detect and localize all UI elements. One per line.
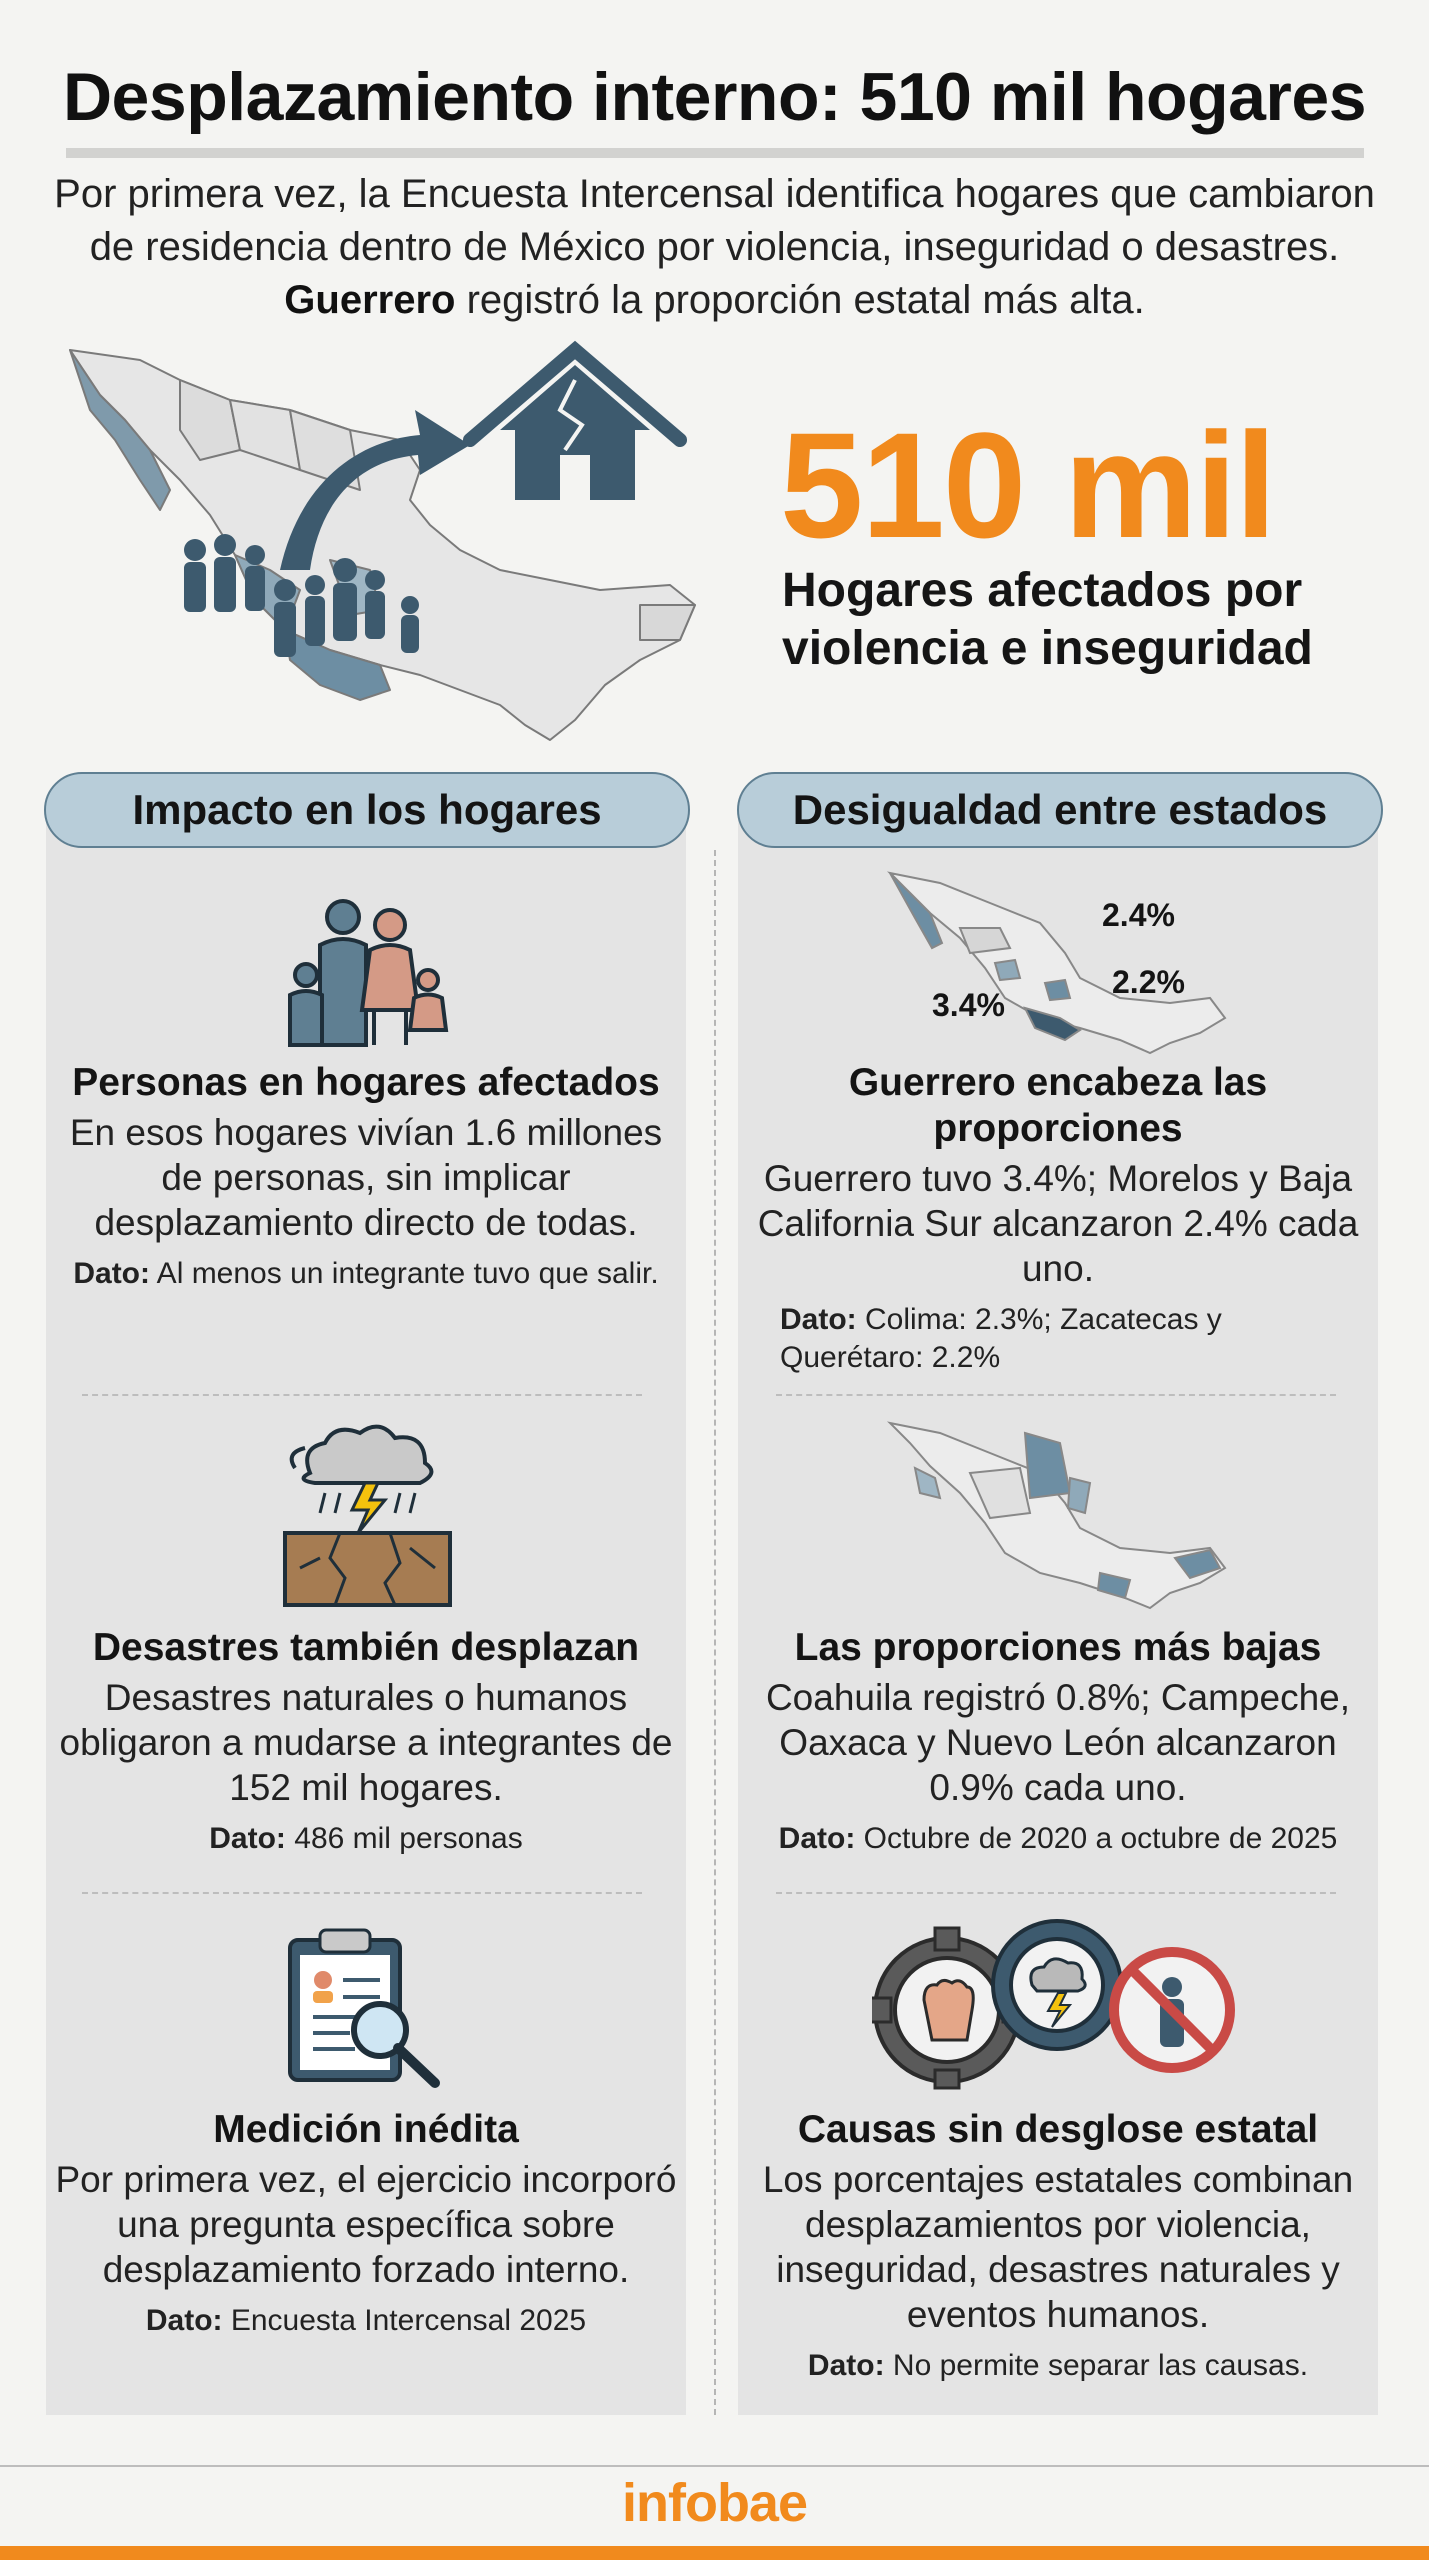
mexico-displacement-illustration (30, 340, 730, 750)
causes-gears-icon (872, 1915, 1242, 2090)
infobae-logo: infobae (621, 2473, 807, 2533)
fact-label: Dato: (778, 1822, 856, 1855)
intro-bold: Guerrero (284, 278, 456, 322)
card-fact (738, 1820, 1378, 1858)
column-divider (714, 850, 716, 2415)
card-causas (738, 2107, 1378, 2385)
card-guerrero (738, 1060, 1378, 1377)
state-map-top (880, 868, 1230, 1058)
right-column-title: Desigualdad entre estados (737, 772, 1383, 848)
card-separator (82, 1394, 642, 1396)
card-body: Los porcentajes estatales combinan desplazamientos por violencia, inseguridad, desastres naturales y eventos humanos. (762, 2159, 1354, 2335)
card-fact (46, 1255, 686, 1293)
storm-earthquake-icon (280, 1418, 455, 1608)
fact-label: Dato: (780, 1303, 857, 1336)
card-title: Causas sin desglose estatal (797, 2108, 1319, 2151)
map-label-c: 3.4% (932, 987, 1005, 1023)
card-title: Las proporciones más bajas (794, 1626, 1322, 1669)
card-body: Por primera vez, el ejercicio incorporó una pregunta específica sobre desplazamiento forzado interno. (55, 2159, 677, 2290)
card-separator (776, 1394, 1336, 1396)
map-label-b: 2.2% (1112, 964, 1185, 1000)
fact-text: Encuesta Intercensal 2025 (222, 2304, 587, 2337)
left-column-title: Impacto en los hogares (44, 772, 690, 848)
card-body: Desastres naturales o humanos obligaron a mudarse a integrantes de 152 mil hogares. (59, 1677, 673, 1808)
fact-label: Dato: (209, 1822, 286, 1855)
card-fact (738, 1301, 1378, 1377)
map-label-a: 2.4% (1102, 897, 1175, 933)
house-crack-icon (470, 350, 680, 500)
intro-before: Por primera vez, la Encuesta Intercensal identifica hogares que cambiaron de residencia dentro de México por violencia, inseguridad o desastres. (54, 172, 1375, 269)
no-people-icon (1114, 1952, 1230, 2068)
card-body: Coahuila registró 0.8%; Campeche, Oaxaca y Nuevo León alcanzaron 0.9% cada uno. (765, 1677, 1351, 1808)
intro-after: registró la proporción estatal más alta. (455, 278, 1145, 322)
family-icon (278, 895, 458, 1050)
state-map-bottom (880, 1418, 1230, 1618)
fact-text: Colima: 2.3%; Zacatecas y Querétaro: 2.2% (780, 1303, 1222, 1374)
card-title: Medición inédita (213, 2108, 519, 2151)
card-body: Guerrero tuvo 3.4%; Morelos y Baja California Sur alcanzaron 2.4% cada uno. (757, 1158, 1359, 1289)
card-fact (46, 1820, 686, 1858)
card-title: Guerrero encabeza las proporciones (848, 1061, 1268, 1150)
card-body: En esos hogares vivían 1.6 millones de personas, sin implicar desplazamiento directo de todas. (69, 1112, 663, 1243)
fact-text: No permite separar las causas. (884, 2349, 1309, 2382)
title-divider (66, 148, 1364, 158)
clipboard-search-icon (285, 1925, 450, 2090)
fact-text: Octubre de 2020 a octubre de 2025 (855, 1822, 1338, 1855)
hero-caption: Hogares afectados por violencia e inseguridad (782, 564, 1313, 675)
card-separator (776, 1892, 1336, 1894)
card-title: Desastres también desplazan (92, 1626, 640, 1669)
footer-divider (0, 2465, 1429, 2467)
intro-text (50, 168, 1379, 327)
card-fact (46, 2302, 686, 2340)
card-medicion (46, 2107, 686, 2340)
fact-text: 486 mil personas (285, 1822, 523, 1855)
card-proporciones-bajas (738, 1625, 1378, 1858)
fact-label: Dato: (73, 1257, 150, 1290)
gear-storm-icon (993, 1921, 1121, 2049)
fact-label: Dato: (145, 2304, 223, 2337)
hero-number: 510 mil (780, 401, 1275, 569)
card-fact (738, 2347, 1378, 2385)
footer-accent-bar (0, 2546, 1429, 2560)
card-title: Personas en hogares afectados (72, 1061, 660, 1104)
fact-text: Al menos un integrante tuvo que salir. (150, 1257, 659, 1290)
card-separator (82, 1892, 642, 1894)
card-personas (46, 1060, 686, 1293)
fact-label: Dato: (807, 2349, 885, 2382)
page-title: Desplazamiento interno: 510 mil hogares (62, 59, 1367, 135)
card-desastres (46, 1625, 686, 1858)
